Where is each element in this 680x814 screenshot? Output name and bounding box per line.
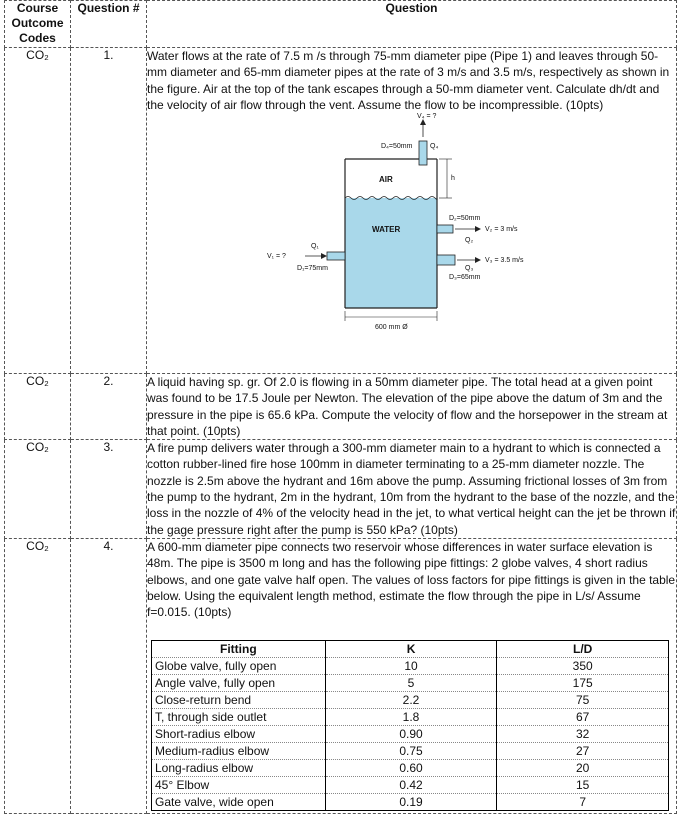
fittings-table <box>151 640 669 811</box>
fittings-row <box>152 658 669 675</box>
q3-label: Q₃ <box>465 265 474 273</box>
fitting-name: Globe valve, fully open <box>152 658 326 675</box>
fitting-k: 5 <box>325 675 497 692</box>
fittings-row <box>152 743 669 760</box>
course-outcome-code: CO₂ <box>5 538 71 813</box>
header-question-number: Question # <box>71 1 147 48</box>
fitting-ld: 32 <box>497 726 669 743</box>
fitting-ld: 27 <box>497 743 669 760</box>
fitting-name: Long-radius elbow <box>152 760 326 777</box>
fitting-name: Close-return bend <box>152 692 326 709</box>
inlet-pipe <box>327 252 345 260</box>
q4-label: Q₄ <box>430 143 439 151</box>
fitting-name: T, through side outlet <box>152 709 326 726</box>
fittings-header-ld: L/D <box>497 641 669 658</box>
fitting-k: 0.19 <box>325 794 497 811</box>
fitting-name: Gate valve, wide open <box>152 794 326 811</box>
fitting-k: 0.60 <box>325 760 497 777</box>
q1-label: Q₁ <box>311 243 319 251</box>
tank-figure <box>147 113 667 343</box>
question-text: A 600-mm diameter pipe connects two reservoir whose differences in water surface elevation is 48m. The pipe is 3500 m long and has the following pipe fittings: 2 globe valves, 4 short radius elbows, and one gate valve half open. The values of loss factors for pipe fittings is given in the table below. Using the equivalent length method, estimate the flow through the pipe in L/s/ Assume f=0.015. (10pts) <box>147 539 676 620</box>
fitting-name: Medium-radius elbow <box>152 743 326 760</box>
question-row-4 <box>5 538 677 813</box>
fittings-header-row <box>152 641 669 658</box>
question-row-3 <box>5 440 677 539</box>
fitting-ld: 20 <box>497 760 669 777</box>
water-label: WATER <box>372 225 401 235</box>
fittings-row <box>152 726 669 743</box>
fitting-k: 0.75 <box>325 743 497 760</box>
fitting-k: 0.90 <box>325 726 497 743</box>
header-row <box>5 1 677 48</box>
fitting-k: 0.42 <box>325 777 497 794</box>
header-question: Question <box>147 1 677 48</box>
header-course-outcome-codes: Course Outcome Codes <box>5 1 71 48</box>
d4-label: D₄=50mm <box>381 143 413 151</box>
question-number: 3. <box>71 440 147 539</box>
v4-label: V₄ = ? <box>417 113 437 121</box>
fitting-ld: 75 <box>497 692 669 709</box>
questions-table <box>4 0 677 814</box>
v2-label: V₂ = 3 m/s <box>485 226 518 234</box>
fittings-row <box>152 675 669 692</box>
fitting-k: 2.2 <box>325 692 497 709</box>
d3-label: D₃=65mm <box>449 274 481 282</box>
v1-label: V₁ = ? <box>267 253 286 261</box>
fitting-ld: 7 <box>497 794 669 811</box>
question-number: 2. <box>71 374 147 440</box>
inlet-arrow-head <box>321 253 327 259</box>
h-label: h <box>451 175 455 183</box>
air-label: AIR <box>379 175 393 185</box>
course-outcome-code: CO₂ <box>5 48 71 374</box>
fittings-header-k: K <box>325 641 497 658</box>
d1-label: D₁=75mm <box>297 265 328 273</box>
fitting-ld: 175 <box>497 675 669 692</box>
fitting-name: 45° Elbow <box>152 777 326 794</box>
fittings-row <box>152 777 669 794</box>
q2-label: Q₂ <box>465 237 474 245</box>
fitting-name: Angle valve, fully open <box>152 675 326 692</box>
fitting-ld: 67 <box>497 709 669 726</box>
fitting-k: 10 <box>325 658 497 675</box>
d2-label: D₂=50mm <box>449 215 481 223</box>
outlet-pipe-3 <box>437 255 455 265</box>
question-cell <box>147 538 677 813</box>
question-cell <box>147 48 677 374</box>
fittings-row <box>152 709 669 726</box>
fittings-header-fitting: Fitting <box>152 641 326 658</box>
fittings-row <box>152 760 669 777</box>
question-text: A fire pump delivers water through a 300-mm diameter main to a hydrant to which is connected a cotton rubber-lined fire hose 100mm in diameter terminating to a 25-mm diameter nozzle. The nozzle is 2.5m above the hydrant and 16m above the pump. Assuming frictional losses of 3m from the pump to the hydrant, 2m in the hydrant, 10m from the hydrant to the base of the nozzle, and the loss in the nozzle of 4% of the velocity head in the jet, to what vertical height can the jet be thrown if the gage pressure right after the pump is 550 kPa? (10pts) <box>147 441 676 537</box>
fitting-name: Short-radius elbow <box>152 726 326 743</box>
question-row-1 <box>5 48 677 374</box>
outlet2-arrow-head <box>475 226 481 232</box>
question-number: 1. <box>71 48 147 374</box>
course-outcome-code: CO₂ <box>5 440 71 539</box>
question-text: A liquid having sp. gr. Of 2.0 is flowing in a 50mm diameter pipe. The total head at a given point was found to be 17.5 Joule per Newton. The elevation of the pipe above the datum of 3m and the pressure in the pipe is 65.6 kPa. Compute the velocity of flow and the horsepower in the stream at that point. (10pts) <box>147 374 677 440</box>
v3-label: V₃ = 3.5 m/s <box>485 257 524 265</box>
fitting-k: 1.8 <box>325 709 497 726</box>
tank-diameter-label: 600 mm Ø <box>375 324 408 332</box>
fitting-ld: 350 <box>497 658 669 675</box>
fitting-ld: 15 <box>497 777 669 794</box>
question-number: 4. <box>71 538 147 813</box>
question-text: Water flows at the rate of 7.5 m /s through 75-mm diameter pipe (Pipe 1) and leaves through 50-mm diameter and 65-mm diameter pipes at the rate of 3 m/s and 3.5 m/s, respectively as shown in the figure. Air at the top of the tank escapes through a 50-mm diameter vent. Calculate dh/dt and the velocity of air flow through the vent. Assume the flow to be incompressible. (10pts) <box>147 49 670 112</box>
question-row-2 <box>5 374 677 440</box>
outlet-pipe-2 <box>437 225 453 233</box>
course-outcome-code: CO₂ <box>5 374 71 440</box>
fittings-row <box>152 692 669 709</box>
outlet3-arrow-head <box>475 257 481 263</box>
fittings-row <box>152 794 669 811</box>
water-body <box>345 198 437 308</box>
vent-pipe <box>419 141 427 165</box>
